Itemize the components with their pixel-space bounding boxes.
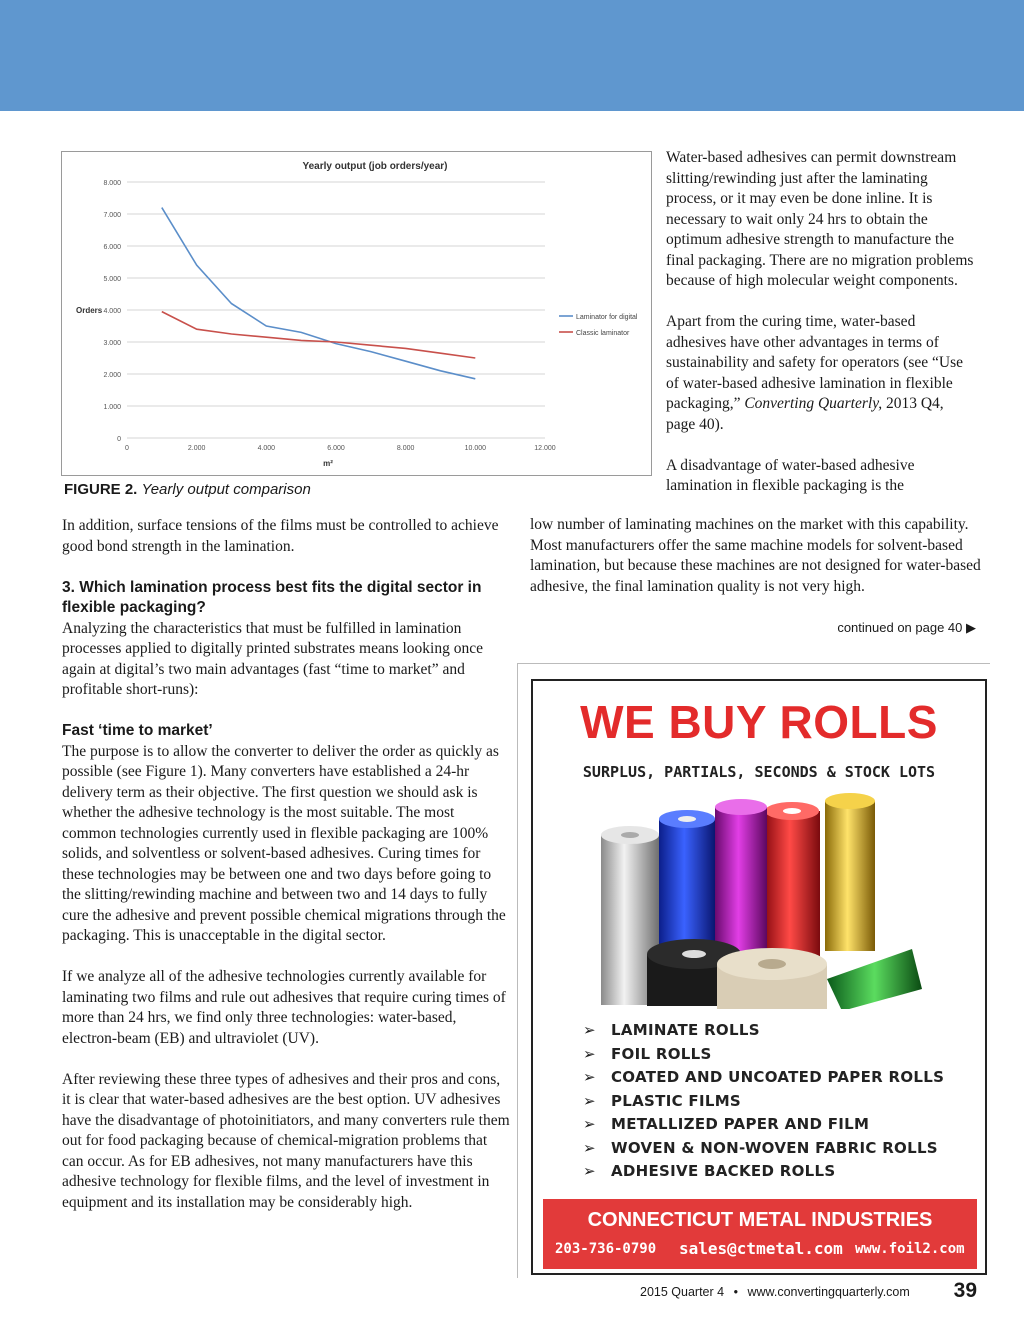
arrow-bullet-icon: ➢ (583, 1021, 596, 1039)
ad-list-item (583, 1113, 944, 1137)
roll-purple (715, 799, 767, 967)
paragraph: In addition, surface tensions of the films must be controlled to achieve good bond strength in the lamination. (62, 517, 499, 555)
series-line-digital (162, 208, 476, 379)
ad-list-item (583, 1160, 944, 1184)
page-footer (640, 1279, 980, 1302)
continued-link[interactable]: continued on page 40 ▶ (837, 620, 976, 635)
chart-legend (559, 314, 638, 337)
paragraph: Water-based adhesives can permit downstream slitting/rewinding just after the laminating process, or it may even be done inline. It is necessary to wait only 24 hrs to obtain the optimum adhesive strength to manufacture the final packaging. There are no migration problems because of high molecular weight components. (666, 149, 974, 289)
y-tick-label: 0 (117, 436, 121, 443)
paragraph: If we analyze all of the adhesive technologies currently available for laminating two films and rule out adhesives that require curing times of more than 24 hrs, we find only three technologies: water-based, electron-beam (EB) and ultraviolet (UV). (62, 968, 506, 1047)
x-tick-label: 0 (125, 445, 129, 452)
legend-label: Classic laminator (576, 330, 630, 337)
ad-list-item-label: LAMINATE ROLLS (611, 1021, 760, 1039)
y-tick-label: 4.000 (103, 308, 121, 315)
ad-list-item (583, 1066, 944, 1090)
figure-caption (64, 481, 311, 498)
section-heading: 3. Which lamination process best fits the digital sector in flexible packaging? (62, 578, 482, 616)
x-tick-label: 12.000 (534, 445, 556, 452)
legend-label: Laminator for digital (576, 314, 638, 321)
y-tick-label: 1.000 (103, 404, 121, 411)
figure-label: FIGURE 2. (64, 481, 138, 498)
subsection-heading: Fast ‘time to market’ (62, 722, 213, 739)
chart-grid (127, 182, 545, 438)
paragraph: low number of laminating machines on the market with this capability. Most manufacturers offer the same machine models for solvent-based lamination, but because these machines are not designed for water-based adhesive, the final lamination quality is not very high. (530, 516, 981, 595)
roll-red (765, 802, 820, 971)
rolls-image (597, 789, 927, 1009)
ad-list-item (583, 1137, 944, 1161)
paragraph (666, 312, 976, 435)
text-run: 2013 Q4, page 40). (666, 395, 944, 433)
ad-list-item-label: ADHESIVE BACKED ROLLS (611, 1162, 836, 1180)
ad-list-item-label: PLASTIC FILMS (611, 1091, 742, 1110)
header-band (0, 0, 1024, 111)
x-tick-label: 8.000 (396, 445, 415, 452)
ad-website-link[interactable]: www.foil2.com (855, 1241, 965, 1257)
chart-ylabel: Orders (76, 306, 103, 315)
publication-ref: Converting Quarterly, (744, 395, 883, 412)
roll-green (827, 949, 922, 1009)
advertisement[interactable] (531, 679, 987, 1275)
right-column-top (666, 148, 976, 497)
ad-phone[interactable]: 203-736-0790 (555, 1241, 657, 1257)
ad-title: WE BUY ROLLS (580, 696, 938, 748)
y-tick-label: 7.000 (103, 212, 121, 219)
arrow-bullet-icon: ➢ (583, 1044, 596, 1063)
x-tick-label: 4.000 (257, 445, 276, 452)
page-number: 39 (953, 1279, 977, 1302)
ad-subtitle: SURPLUS, PARTIALS, SECONDS & STOCK LOTS (582, 763, 936, 781)
ad-company-name: CONNECTICUT METAL INDUSTRIES (587, 1209, 933, 1231)
footer-separator: • (733, 1285, 738, 1299)
ad-list-item-label: WOVEN & NON-WOVEN FABRIC ROLLS (611, 1138, 938, 1157)
y-tick-label: 3.000 (103, 340, 121, 347)
arrow-bullet-icon: ➢ (583, 1091, 596, 1110)
ad-list-item-label: COATED AND UNCOATED PAPER ROLLS (611, 1068, 945, 1086)
y-tick-label: 2.000 (103, 372, 121, 379)
yearly-output-chart (61, 151, 652, 476)
ad-list-item (583, 1043, 944, 1067)
ad-list-item (583, 1019, 944, 1043)
footer-site-link[interactable]: www.convertingquarterly.com (747, 1285, 910, 1299)
right-column-wide (530, 515, 985, 618)
left-column (62, 516, 512, 1234)
paragraph: Analyzing the characteristics that must be fulfilled in lamination processes applied to digitally printed substrates means looking once again at digital’s two main advantages (fast “time to market” and profitable short-runs): (62, 619, 483, 698)
x-tick-label: 10.000 (464, 445, 487, 452)
y-tick-label: 8.000 (103, 180, 121, 187)
ad-list-item-label: METALLIZED PAPER AND FILM (611, 1115, 870, 1133)
x-tick-label: 2.000 (187, 445, 206, 452)
footer-issue: 2015 Quarter 4 (640, 1285, 725, 1299)
arrow-bullet-icon: ➢ (583, 1115, 596, 1133)
arrow-bullet-icon: ➢ (583, 1138, 596, 1157)
chart-title: Yearly output (job orders/year) (302, 161, 448, 172)
ad-footer (543, 1199, 977, 1269)
ad-product-list (583, 1019, 944, 1184)
text-run: Apart from the curing time, water-based adhesives have other advantages in terms of sustainability and safety for operators (see “Use of water-based adhesive lamination in flexible packaging,” (666, 313, 963, 412)
arrow-bullet-icon: ➢ (583, 1068, 596, 1086)
arrow-bullet-icon: ➢ (583, 1162, 596, 1180)
roll-paper (717, 948, 827, 1009)
x-tick-label: 6.000 (327, 445, 345, 452)
ad-email-link[interactable]: sales@ctmetal.com (679, 1239, 843, 1258)
figure-caption-text: Yearly output comparison (141, 481, 311, 498)
ad-list-item-label: FOIL ROLLS (611, 1044, 712, 1063)
chart-lines (162, 208, 476, 379)
chart-svg (62, 152, 651, 475)
y-tick-label: 5.000 (103, 276, 121, 283)
paragraph: A disadvantage of water-based adhesive lamination in flexible packaging is the (666, 456, 915, 494)
paragraph: After reviewing these three types of adhesives and their pros and cons, it is clear that water-based adhesives are the best option. UV adhesives have the disadvantage of photoinitiators, and many converters rule them out for food packaging because of chemical-migration problems that can occur. As for EB adhesives, not many manufacturers have this adhesive technology for flexible films, and the level of investment in equipment and its installation may be considerably high. (62, 1070, 510, 1211)
paragraph: The purpose is to allow the converter to deliver the order as quickly as possible (see Figure 1). Many converters have established a 24-hr delivery term as their objective. The first question we should ask is whether the adhesive technology is the most suitable. The most common technologies currently used in flexible packaging are 100% solids, and solventless or solvent-based adhesives. Curing times for these technologies may be between one and two days before going to the slitting/rewinding machine and between two and 14 days to fully cure the adhesive and prevent possible chemical migrations through the packaging. This is unacceptable in the digital sector. (62, 742, 506, 944)
ad-list-item (583, 1090, 944, 1114)
y-tick-label: 6.000 (103, 244, 121, 251)
roll-gold (825, 793, 875, 951)
chart-xlabel: m² (323, 459, 333, 468)
series-line-classic (162, 312, 476, 358)
